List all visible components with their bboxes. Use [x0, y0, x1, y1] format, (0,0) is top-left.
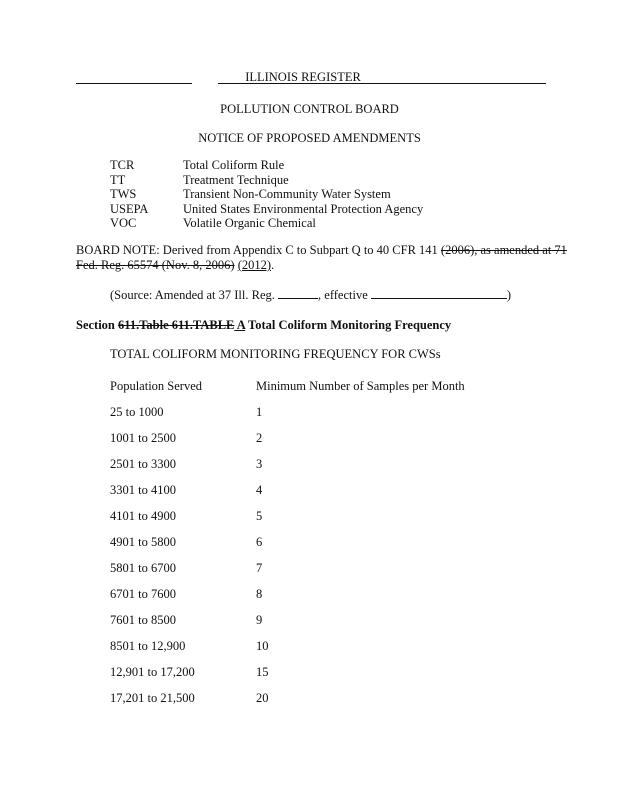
source-effective-label: , effective	[318, 288, 371, 302]
population-cell: 4901 to 5800	[110, 535, 176, 549]
population-cell: 8501 to 12,900	[110, 639, 186, 653]
agency-name: POLLUTION CONTROL BOARD	[220, 102, 399, 116]
section-inserted-letter: A	[234, 318, 246, 332]
samples-cell: 5	[256, 509, 263, 523]
samples-cell: 8	[256, 587, 263, 601]
board-note	[76, 243, 567, 258]
samples-cell: 15	[256, 665, 269, 679]
population-cell: 6701 to 7600	[110, 587, 176, 601]
section-label: Section	[76, 318, 119, 332]
board-note-period: .	[271, 258, 275, 272]
samples-cell: 9	[256, 613, 263, 627]
abbr-meaning: Transient Non-Community Water System	[183, 187, 391, 201]
header-rule-left	[76, 83, 192, 84]
abbr-term: TWS	[110, 187, 137, 201]
board-note-inserted-year: (2012)	[237, 258, 272, 272]
population-cell: 12,901 to 17,200	[110, 665, 195, 679]
effective-date-blank	[371, 298, 507, 299]
board-note-lead: BOARD NOTE: Derived from Appendix C to Subpart Q to 40 CFR 141	[76, 243, 441, 257]
source-line	[110, 288, 511, 303]
samples-cell: 7	[256, 561, 263, 575]
population-cell: 1001 to 2500	[110, 431, 176, 445]
abbr-term: USEPA	[110, 202, 149, 216]
column-header-population: Population Served	[110, 379, 203, 393]
board-note-line-2	[76, 258, 274, 273]
abbr-term: VOC	[110, 216, 137, 230]
source-close: )	[506, 288, 512, 302]
samples-cell: 2	[256, 431, 263, 445]
abbr-meaning: Total Coliform Rule	[183, 158, 285, 172]
population-cell: 25 to 1000	[110, 405, 164, 419]
column-header-samples: Minimum Number of Samples per Month	[256, 379, 465, 393]
source-text: (Source: Amended at 37 Ill. Reg.	[110, 288, 279, 302]
abbr-term: TT	[110, 173, 126, 187]
board-note-struck-text: (2006), as amended at 71	[440, 243, 567, 257]
population-cell: 5801 to 6700	[110, 561, 176, 575]
population-cell: 7601 to 8500	[110, 613, 176, 627]
notice-title: NOTICE OF PROPOSED AMENDMENTS	[198, 131, 421, 145]
register-page-blank	[278, 298, 318, 299]
samples-cell: 4	[256, 483, 263, 497]
section-heading	[76, 318, 451, 333]
samples-cell: 3	[256, 457, 263, 471]
abbr-term: TCR	[110, 158, 135, 172]
population-cell: 2501 to 3300	[110, 457, 176, 471]
population-cell: 4101 to 4900	[110, 509, 176, 523]
section-struck-number: 611.Table 611.TABLE	[118, 318, 235, 332]
abbr-meaning: Volatile Organic Chemical	[183, 216, 316, 230]
abbr-meaning: Treatment Technique	[183, 173, 289, 187]
section-title: Total Coliform Monitoring Frequency	[245, 318, 452, 332]
population-cell: 3301 to 4100	[110, 483, 176, 497]
samples-cell: 6	[256, 535, 263, 549]
samples-cell: 1	[256, 405, 263, 419]
population-cell: 17,201 to 21,500	[110, 691, 195, 705]
table-title: TOTAL COLIFORM MONITORING FREQUENCY FOR CWSs	[110, 347, 441, 361]
board-note-struck-citation: Fed. Reg. 65574 (Nov. 8, 2006)	[76, 258, 235, 272]
register-title: ILLINOIS REGISTER	[245, 70, 361, 84]
samples-cell: 20	[256, 691, 269, 705]
abbr-meaning: United States Environmental Protection Agency	[183, 202, 424, 216]
samples-cell: 10	[256, 639, 269, 653]
